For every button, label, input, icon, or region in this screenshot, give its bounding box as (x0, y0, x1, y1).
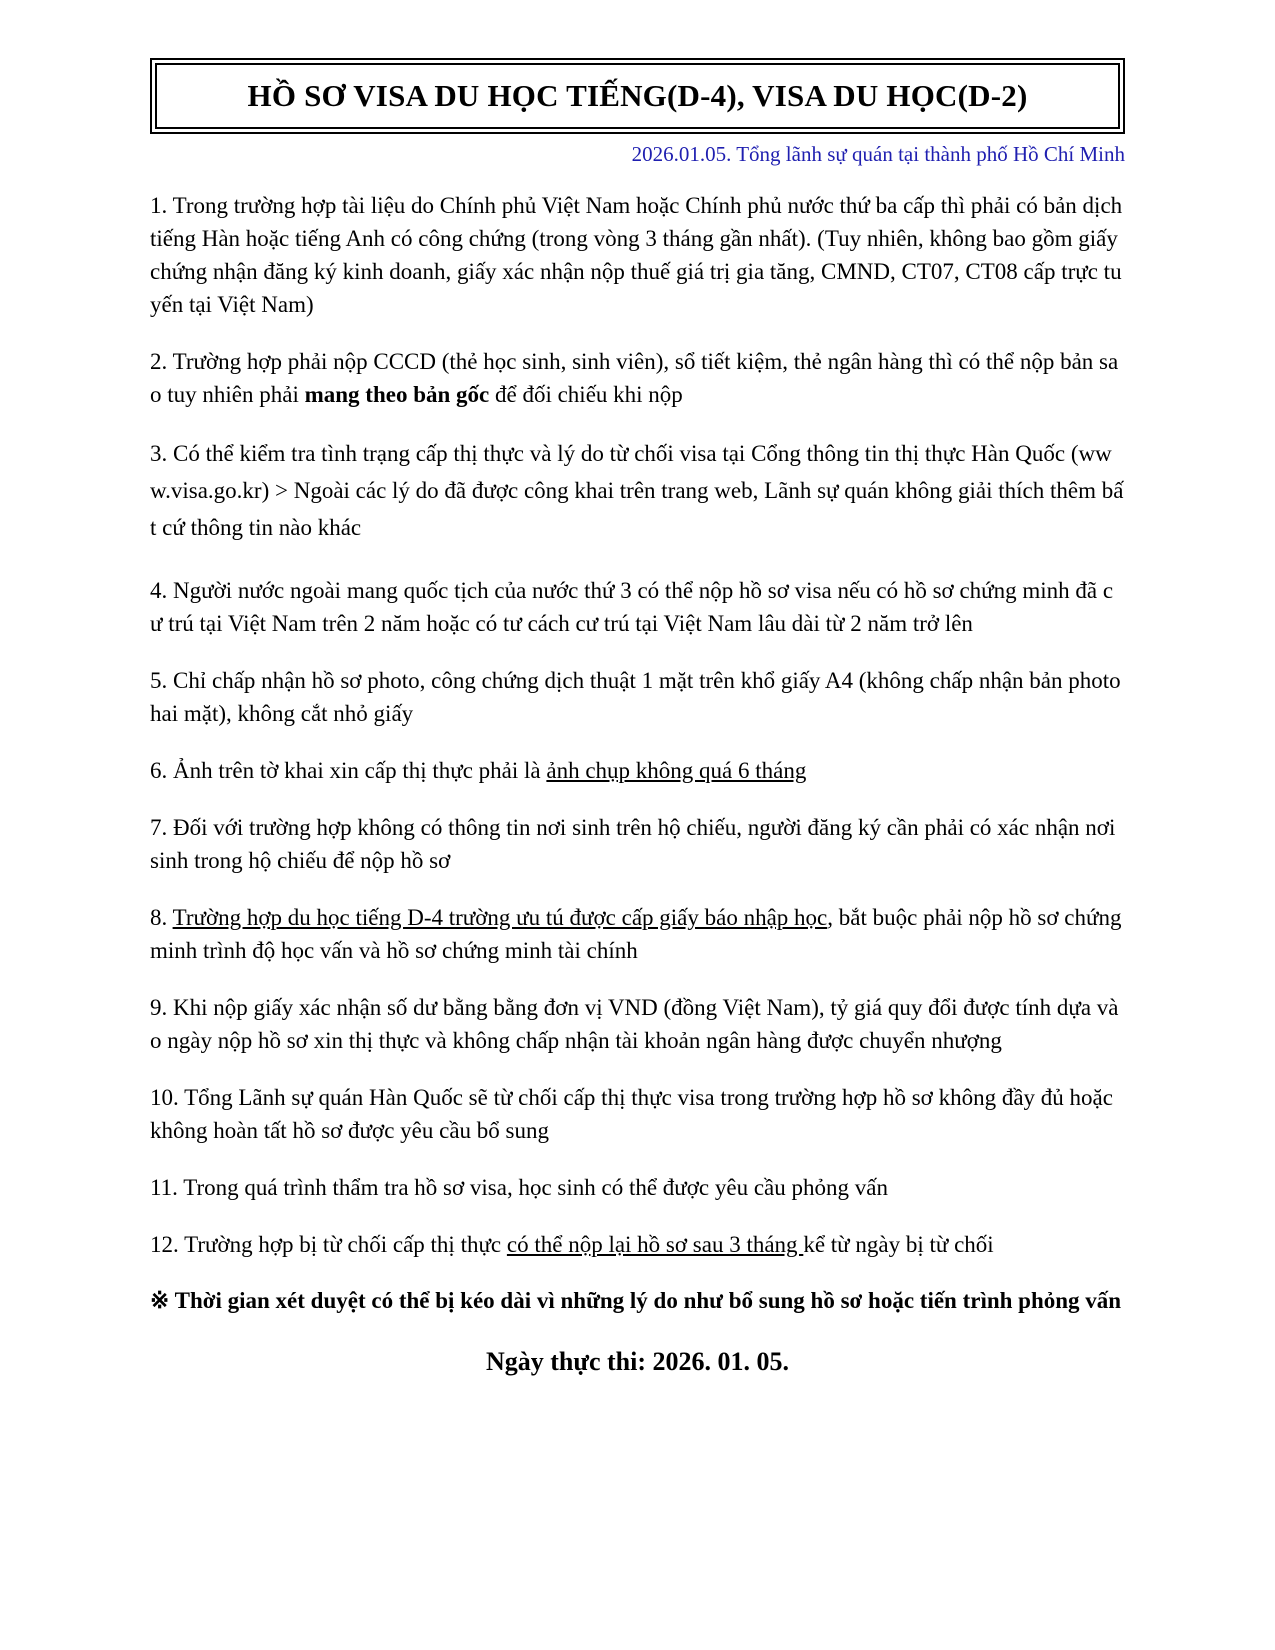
item-2-text-c: để đối chiếu khi nộp (489, 382, 683, 407)
item-2-bold: mang theo bản gốc (304, 382, 490, 407)
item-6-text-a: 6. Ảnh trên tờ khai xin cấp thị thực phải là (150, 758, 547, 783)
title-inner-border (155, 63, 1120, 129)
document-page (150, 58, 1125, 1377)
item-3: 3. Có thể kiểm tra tình trạng cấp thị thực và lý do từ chối visa tại Cổng thông tin thị thực Hàn Quốc (www.visa.go.kr) > Ngoài các lý do đã được công khai trên trang web, Lãnh sự quán không giải thích thêm bất cứ thông tin nào khác (150, 441, 1124, 540)
dateline: 2026.01.05. Tổng lãnh sự quán tại thành phố Hồ Chí Minh (631, 142, 1125, 166)
item-4: 4. Người nước ngoài mang quốc tịch của nước thứ 3 có thể nộp hồ sơ visa nếu có hồ sơ chứng minh đã cư trú tại Việt Nam trên 2 năm hoặc có tư cách cư trú tại Việt Nam lâu dài từ 2 năm trở lên (150, 578, 1114, 636)
item-2-text-a: 2. Trường hợp phải nộp CCCD (thẻ học sinh, sinh viên), sổ tiết kiệm, thẻ ngân hàng thì có thể nộp bản sao tuy nhiên phải (150, 349, 1119, 407)
item-5: 5. Chỉ chấp nhận hồ sơ photo, công chứng dịch thuật 1 mặt trên khổ giấy A4 (không chấp nhận bản photo hai mặt), không cắt nhỏ giấy (150, 668, 1121, 726)
effective-date: Ngày thực thi: 2026. 01. 05. (485, 1347, 790, 1376)
item-2 (150, 345, 1125, 411)
document-title: HỒ SƠ VISA DU HỌC TIẾNG(D-4), VISA DU HỌC(D-2) (247, 78, 1028, 113)
item-12-text-c: kể từ ngày bị từ chối (803, 1232, 994, 1257)
item-9: 9. Khi nộp giấy xác nhận số dư bằng bằng đơn vị VND (đồng Việt Nam), tỷ giá quy đổi được tính dựa vào ngày nộp hồ sơ xin thị thực và không chấp nhận tài khoản ngân hàng được chuyển nhượng (150, 995, 1119, 1053)
item-12-underlined: có thể nộp lại hồ sơ sau 3 tháng (506, 1232, 804, 1257)
item-10: 10. Tổng Lãnh sự quán Hàn Quốc sẽ từ chối cấp thị thực visa trong trường hợp hồ sơ không đầy đủ hoặc không hoàn tất hồ sơ được yêu cầu bổ sung (150, 1085, 1113, 1143)
item-8-text-c: , bắt buộc phải nộp hồ sơ chứng minh trình độ học vấn và hồ sơ chứng minh tài chính (150, 905, 1122, 963)
item-7: 7. Đối với trường hợp không có thông tin nơi sinh trên hộ chiếu, người đăng ký cần phải có xác nhận nơi sinh trong hộ chiếu để nộp hồ sơ (150, 815, 1116, 873)
item-6 (150, 754, 1125, 787)
item-8-underlined: Trường hợp du học tiếng D-4 trường ưu tú được cấp giấy báo nhập học (172, 905, 828, 930)
title-box (150, 58, 1125, 134)
item-8-text-a: 8. (150, 905, 173, 930)
item-12-text-a: 12. Trường hợp bị từ chối cấp thị thực (150, 1232, 507, 1257)
item-6-underlined: ảnh chụp không quá 6 tháng (546, 758, 807, 783)
item-1: 1. Trong trường hợp tài liệu do Chính phủ Việt Nam hoặc Chính phủ nước thứ ba cấp thì phải có bản dịch tiếng Hàn hoặc tiếng Anh có công chứng (trong vòng 3 tháng gần nhất). (Tuy nhiên, không bao gồm giấy chứng nhận đăng ký kinh doanh, giấy xác nhận nộp thuế giá trị gia tăng, CMND, CT07, CT08 cấp trực tuyến tại Việt Nam) (150, 193, 1123, 317)
item-11: 11. Trong quá trình thẩm tra hồ sơ visa, học sinh có thể được yêu cầu phỏng vấn (150, 1175, 888, 1200)
item-12 (150, 1228, 1125, 1261)
requirements-list (150, 189, 1125, 1261)
processing-time-note: ※ Thời gian xét duyệt có thể bị kéo dài vì những lý do như bổ sung hồ sơ hoặc tiến trình phỏng vấn (150, 1288, 1122, 1313)
item-8 (150, 901, 1125, 967)
